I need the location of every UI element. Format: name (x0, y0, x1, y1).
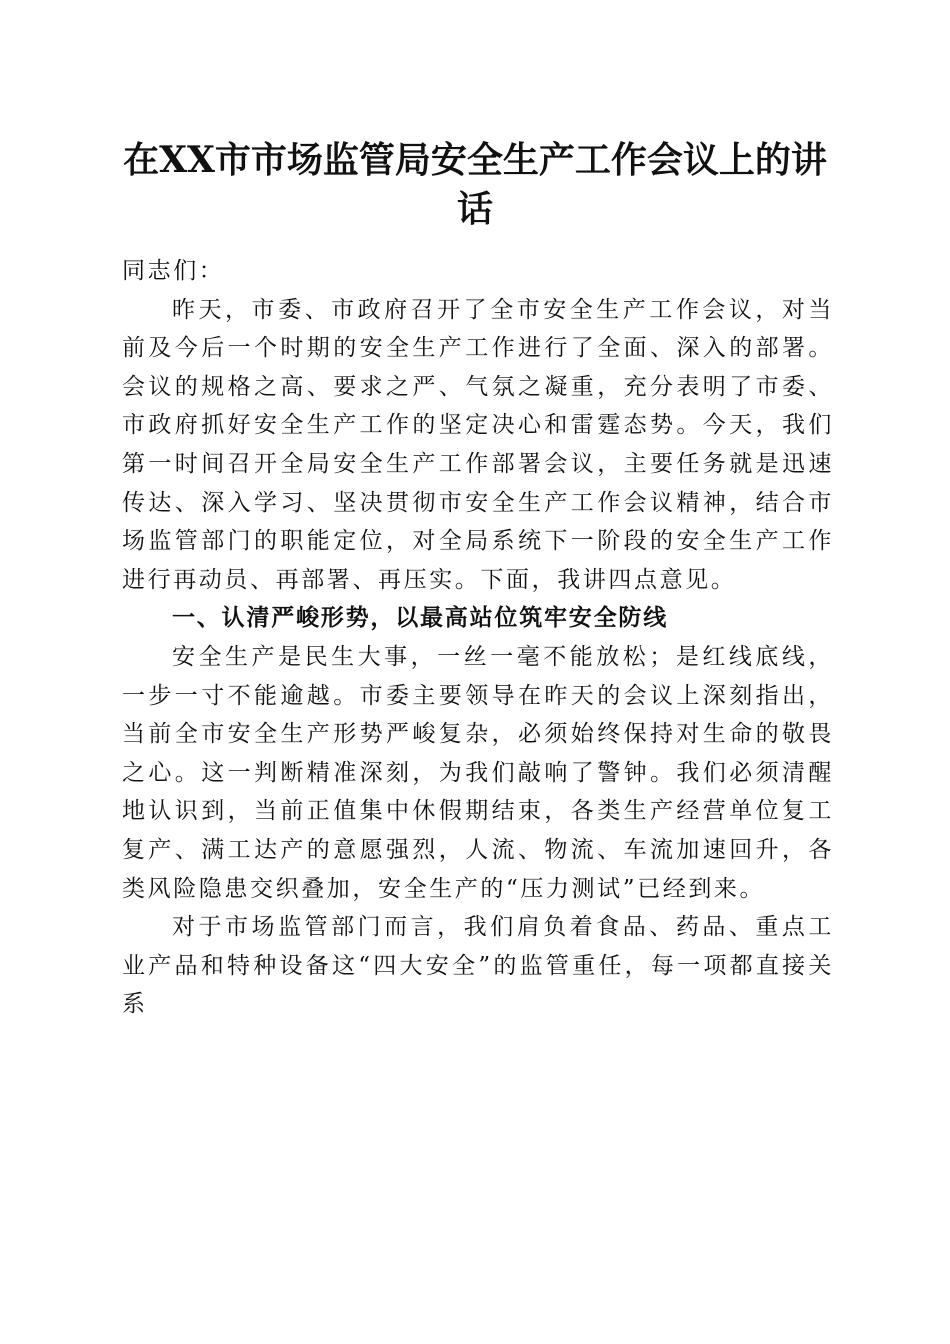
salutation: 同志们： (122, 258, 225, 284)
section-heading-1: 一、认清严峻形势，以最高站位筑牢安全防线 (172, 605, 668, 632)
intro-paragraph: 昨天，市委、市政府召开了全市安全生产工作会议，对当前及今后一个时期的安全生产工作进行了全面、深入的部署。会议的规格之高、要求之严、气氛之凝重，充分表明了市委、市政府抓好安全生产工作的坚定决心和雷霆态势。今天，我们第一时间召开全局安全生产工作部署会议，主要任务就是迅速传达、深入学习、坚决贯彻市安全生产工作会议精神，结合市场监管部门的职能定位，对全局系统下一阶段的安全生产工作进行再动员、再部署、再压实。下面，我讲四点意见。 (122, 296, 834, 593)
document-body (122, 252, 834, 1024)
section1-paragraph-1: 安全生产是民生大事，一丝一毫不能放松；是红线底线，一步一寸不能逾越。市委主要领导在昨天的会议上深刻指出，当前全市安全生产形势严峻复杂，必须始终保持对生命的敬畏之心。这一判断精准深刻，为我们敲响了警钟。我们必须清醒地认识到，当前正值集中休假期结束，各类生产经营单位复工复产、满工达产的意愿强烈，人流、物流、车流加速回升，各类风险隐患交织叠加，安全生产的“压力测试”已经到来。 (122, 643, 834, 902)
section1-paragraph-2: 对于市场监管部门而言，我们肩负着食品、药品、重点工业产品和特种设备这“四大安全”的监管重任，每一项都直接关系 (122, 914, 834, 1018)
page-title: 在XX市市场监管局安全生产工作会议上的讲话 (123, 139, 827, 230)
